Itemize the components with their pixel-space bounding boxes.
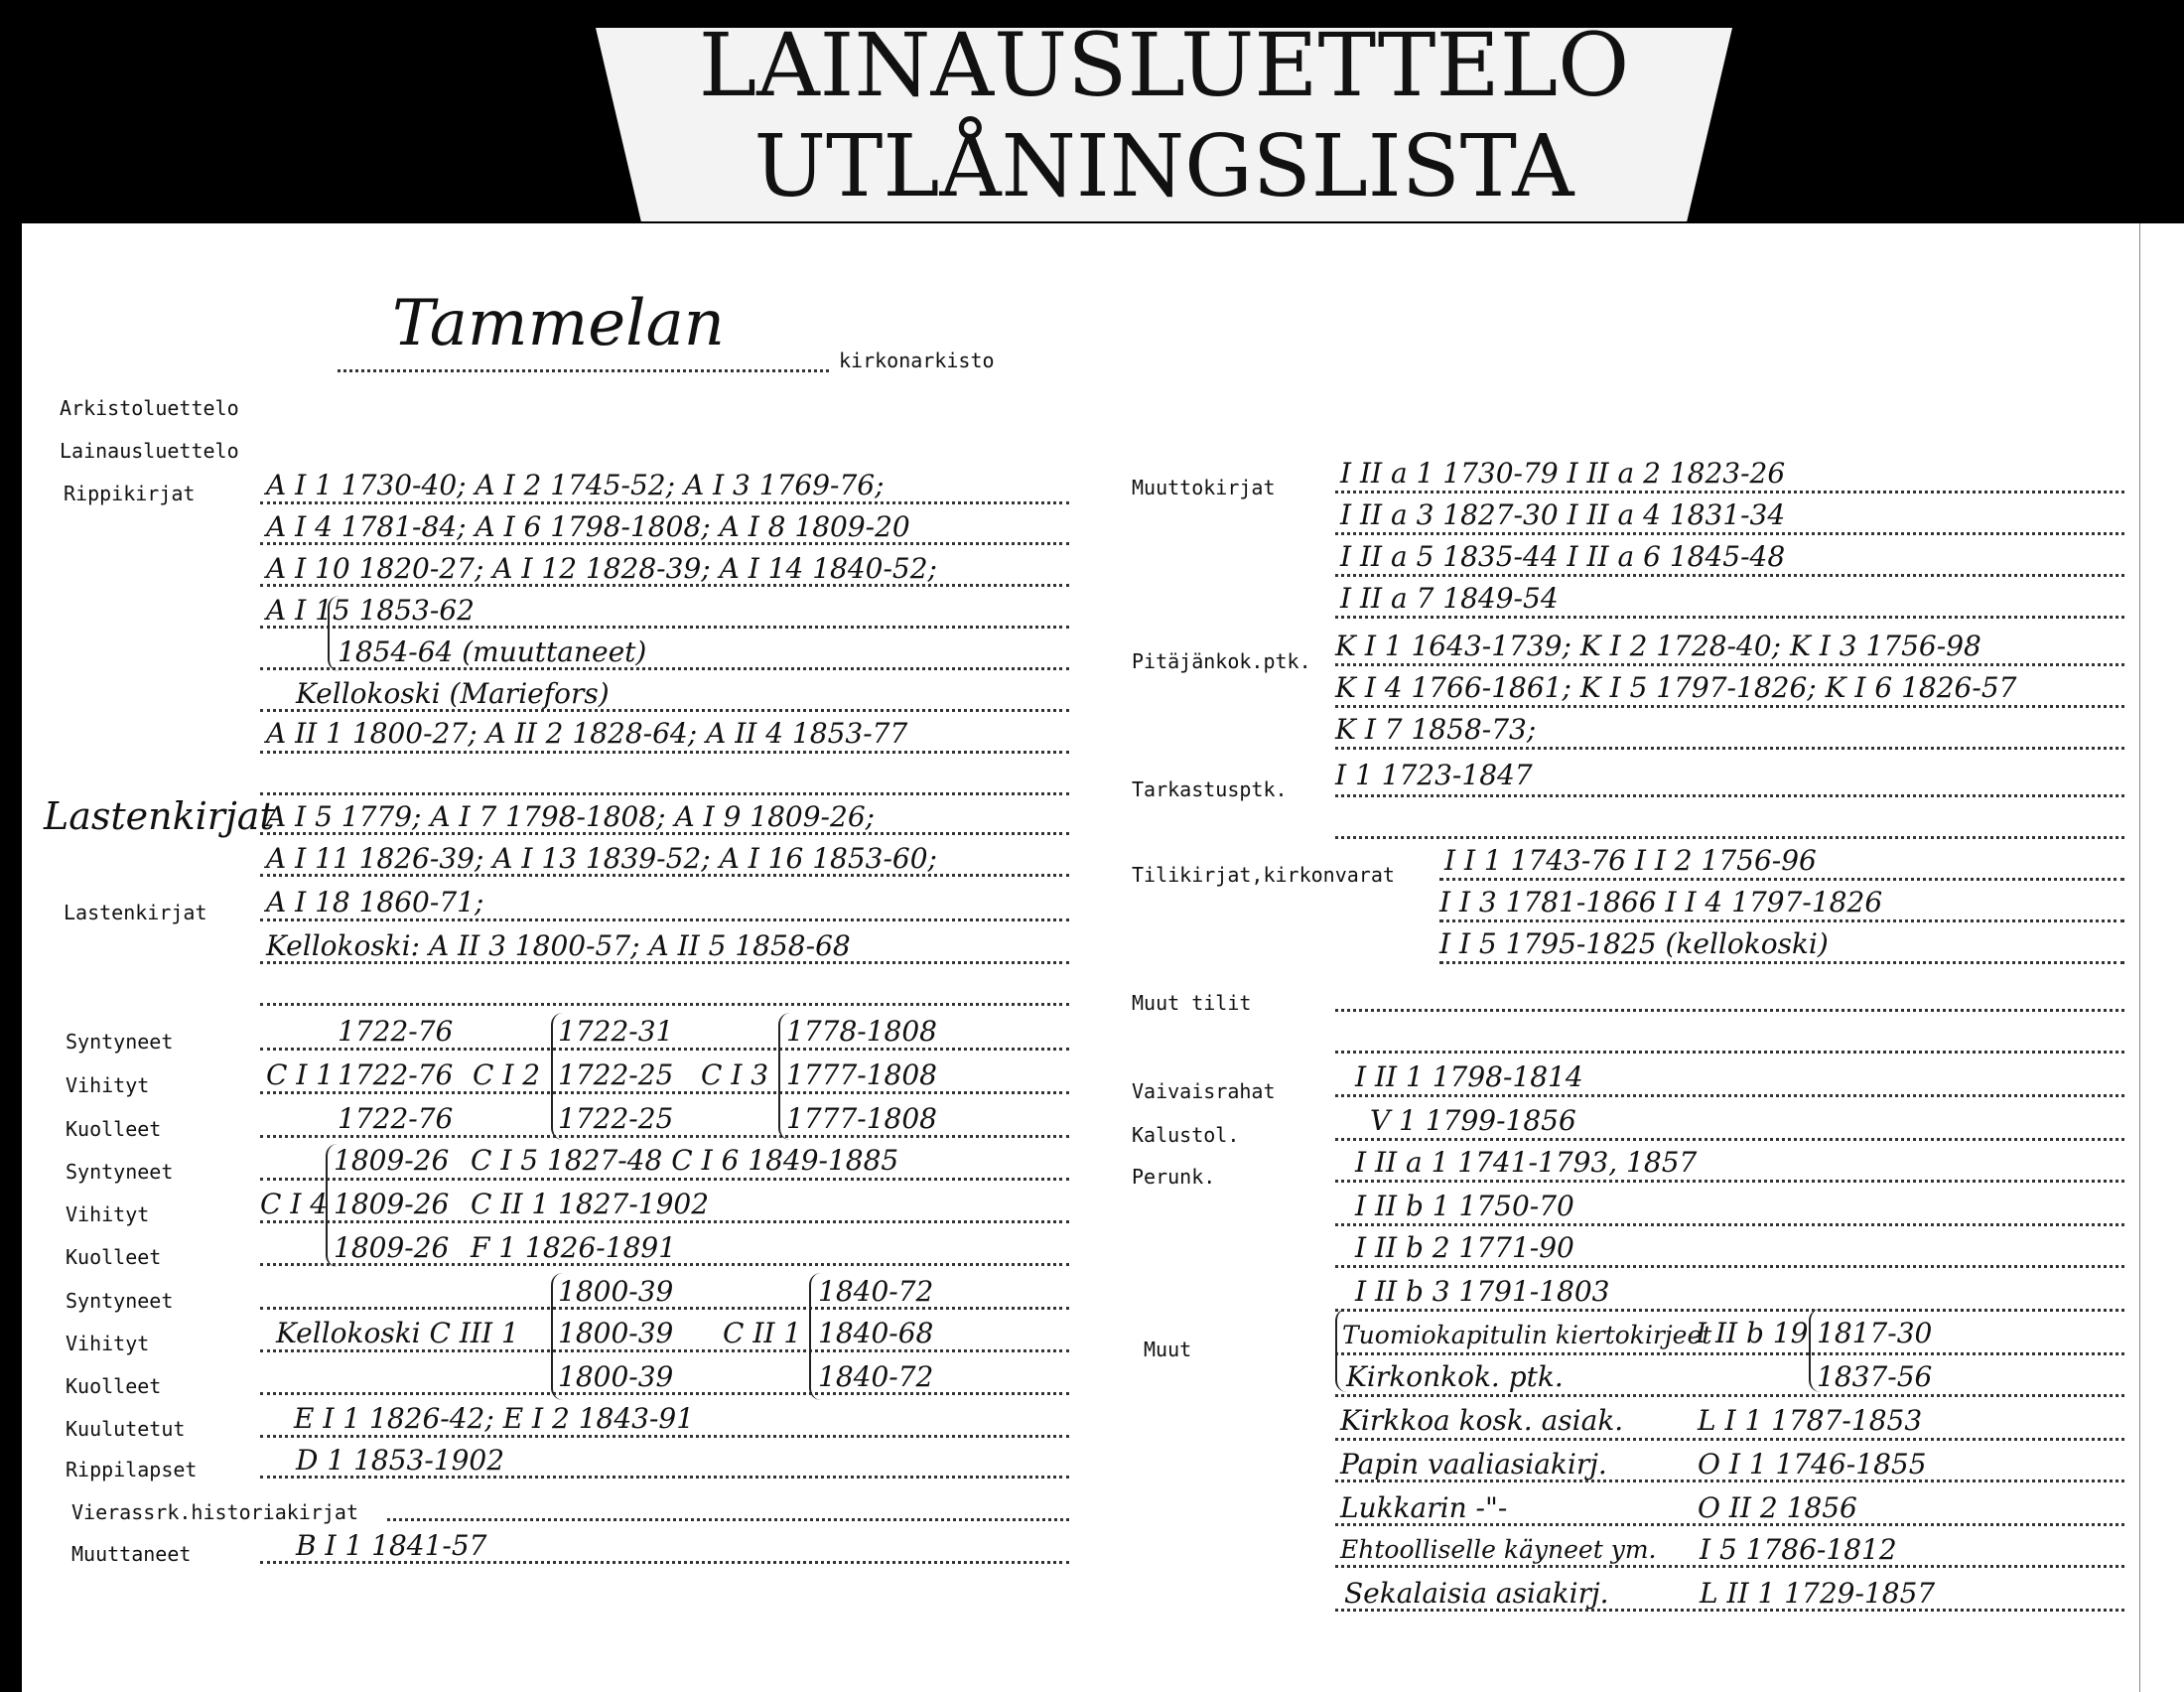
lastenkirjat-entry-3: A I 18 1860-71; — [266, 886, 484, 918]
dotted-line — [1439, 961, 2124, 964]
muut-entry-1-ref: I II b 19 — [1696, 1317, 1809, 1349]
parish-name: Tammelan — [392, 287, 725, 360]
pitajankokous-entry-3: K I 7 1858-73; — [1335, 713, 1537, 746]
muut-entry-2: Kirkonkok. ptk. — [1346, 1360, 1564, 1393]
kellokoski-c-iii-1-label: Kellokoski C III 1 — [276, 1317, 519, 1349]
muut-entry-5-ref: O II 2 1856 — [1698, 1491, 1857, 1524]
kellokoski-kuolleet-range-2: 1840-72 — [818, 1360, 934, 1393]
dotted-line — [1335, 1309, 2124, 1312]
muut-entry-6: Ehtoolliselle käyneet ym. — [1340, 1535, 1657, 1564]
parish-suffix: kirkonarkisto — [839, 349, 995, 372]
dotted-line — [1335, 705, 2124, 708]
kuulutetut-entry: E I 1 1826-42; E I 2 1843-91 — [294, 1402, 695, 1435]
label-rippikirjat: Rippikirjat — [64, 482, 196, 505]
label-muut: Muut — [1144, 1338, 1192, 1361]
label-kuolleet-1: Kuolleet — [66, 1117, 162, 1141]
tilikirjat-entry-1: I I 1 1743-76 I I 2 1756-96 — [1444, 844, 1817, 877]
c3-vihityt-range: 1777-1808 — [786, 1058, 937, 1091]
label-muuttaneet: Muuttaneet — [71, 1542, 192, 1566]
c1-vihityt-range: 1722-76 — [338, 1058, 454, 1091]
dotted-line — [1335, 532, 2124, 535]
dotted-line — [1335, 616, 2124, 619]
c2-vihityt-range: 1722-25 — [558, 1058, 674, 1091]
dotted-line — [1335, 1352, 2124, 1355]
dotted-line — [260, 1178, 1069, 1181]
c-ii-1-entry: C II 1 1827-1902 — [471, 1188, 710, 1220]
muut-entry-4: Papin vaaliasiakirj. — [1340, 1448, 1607, 1480]
dotted-line — [1335, 747, 2124, 750]
dotted-line — [1335, 574, 2124, 577]
banner-title-swedish: UTLÅNINGSLISTA — [753, 117, 1574, 216]
dotted-line — [1335, 1138, 2124, 1141]
label-muuttokirjat: Muuttokirjat — [1132, 476, 1276, 499]
label-tilikirjat-kirkonvarat: Tilikirjat,kirkonvarat — [1132, 863, 1395, 887]
kellokoski-vihityt-range-2: 1840-68 — [818, 1317, 934, 1349]
muut-entry-1-range-1: 1817-30 — [1817, 1317, 1933, 1349]
dotted-line — [1335, 836, 2124, 839]
perunkirjat-entry-3: I II b 2 1771-90 — [1355, 1231, 1574, 1264]
label-vihityt-1: Vihityt — [66, 1073, 150, 1097]
muut-entry-5: Lukkarin -"- — [1340, 1491, 1508, 1524]
c2-label: C I 2 — [473, 1058, 541, 1091]
dotted-line — [1335, 1051, 2124, 1054]
c4-kuolleet-range: 1809-26 — [334, 1231, 450, 1264]
lastenkirjat-entry-1: A I 5 1779; A I 7 1798-1808; A I 9 1809-26; — [266, 800, 876, 833]
label-lainausluettelo: Lainausluettelo — [60, 439, 239, 463]
dotted-line — [1439, 878, 2124, 881]
c1-kuolleet-range: 1722-76 — [338, 1102, 454, 1135]
label-vihityt-2: Vihityt — [66, 1202, 150, 1226]
dotted-line — [1335, 1438, 2124, 1441]
rippikirjat-entry-3: A I 10 1820-27; A I 12 1828-39; A I 14 1840-52; — [266, 552, 937, 585]
muuttokirjat-entry-3: I II a 5 1835-44 I II a 6 1845-48 — [1340, 540, 1786, 573]
perunkirjat-entry-2: I II b 1 1750-70 — [1355, 1190, 1574, 1222]
label-syntyneet-1: Syntyneet — [66, 1030, 174, 1054]
perunkirjat-entry-1: I II a 1 1741-1793, 1857 — [1355, 1146, 1698, 1179]
dotted-line — [260, 1003, 1069, 1006]
c4-vihityt-range: 1809-26 — [334, 1188, 450, 1220]
c4-label: C I 4 — [260, 1188, 329, 1220]
dotted-line — [387, 1518, 1069, 1521]
banner-title-finnish: LAINAUSLUETTELO — [698, 14, 1630, 116]
tilikirjat-entry-2: I I 3 1781-1866 I I 4 1797-1826 — [1439, 886, 1883, 918]
dotted-line — [260, 751, 1069, 754]
c4-syntyneet-range: 1809-26 — [334, 1144, 450, 1177]
dotted-line — [1335, 794, 2124, 797]
c1-syntyneet-range: 1722-76 — [338, 1015, 454, 1048]
c3-label: C I 3 — [701, 1058, 769, 1091]
kellokoski-syntyneet-range-2: 1840-72 — [818, 1275, 934, 1308]
c3-syntyneet-range: 1778-1808 — [786, 1015, 937, 1048]
rippikirjat-entry-1: A I 1 1730-40; A I 2 1745-52; A I 3 1769-76; — [266, 469, 885, 501]
label-vihityt-3: Vihityt — [66, 1332, 150, 1355]
kalustoluettelo-entry: V 1 1799-1856 — [1370, 1104, 1576, 1137]
lastenkirjat-entry-2: A I 11 1826-39; A I 13 1839-52; A I 16 1853-60; — [266, 842, 937, 875]
rippikirjat-entry-7: A II 1 1800-27; A II 2 1828-64; A II 4 1853-77 — [266, 717, 908, 750]
tilikirjat-entry-3: I I 5 1795-1825 (kellokoski) — [1439, 927, 1829, 960]
label-kalustol: Kalustol. — [1132, 1123, 1240, 1147]
lastenkirjat-entry-4: Kellokoski: A II 3 1800-57; A II 5 1858-68 — [266, 929, 851, 962]
muut-entry-7: Sekalaisia asiakirj. — [1344, 1577, 1609, 1610]
muut-entry-4-ref: O I 1 1746-1855 — [1698, 1448, 1927, 1480]
muut-entry-1: Tuomiokapitulin kiertokirjeet — [1342, 1321, 1712, 1349]
dotted-line — [1335, 1223, 2124, 1226]
label-vierassrk-historiakirjat: Vierassrk.historiakirjat — [71, 1500, 358, 1524]
muuttaneet-entry: B I 1 1841-57 — [296, 1529, 487, 1562]
rippikirjat-entry-6: Kellokoski (Mariefors) — [296, 677, 610, 710]
kellokoski-vihityt-range: 1800-39 — [558, 1317, 674, 1349]
tarkastusptk-entry: I 1 1723-1847 — [1335, 759, 1533, 791]
label-kuolleet-2: Kuolleet — [66, 1245, 162, 1269]
dotted-line — [1335, 1180, 2124, 1183]
c5-c6-entry: C I 5 1827-48 C I 6 1849-1885 — [471, 1144, 899, 1177]
perunkirjat-entry-4: I II b 3 1791-1803 — [1355, 1275, 1610, 1308]
muut-entry-3: Kirkkoa kosk. asiak. — [1340, 1404, 1624, 1437]
kellokoski-kuolleet-range: 1800-39 — [558, 1360, 674, 1393]
dotted-line — [1335, 1094, 2124, 1097]
rippikirjat-entry-5: 1854-64 (muuttaneet) — [338, 635, 647, 668]
sheet-edge-right — [2139, 223, 2140, 1692]
label-syntyneet-2: Syntyneet — [66, 1160, 174, 1184]
c3-kuolleet-range: 1777-1808 — [786, 1102, 937, 1135]
label-arkistoluettelo: Arkistoluettelo — [60, 396, 239, 420]
label-syntyneet-3: Syntyneet — [66, 1289, 174, 1313]
pitajankokous-entry-1: K I 1 1643-1739; K I 2 1728-40; K I 3 1756-98 — [1335, 630, 1981, 662]
dotted-line — [1335, 491, 2124, 494]
pitajankokous-entry-2: K I 4 1766-1861; K I 5 1797-1826; K I 6 1826-57 — [1335, 671, 2017, 704]
scan-edge-left — [0, 223, 22, 1692]
lastenkirjat-margin-note: Lastenkirjat — [44, 794, 275, 838]
vaivaisrahat-entry: I II 1 1798-1814 — [1355, 1060, 1583, 1093]
muuttokirjat-entry-1: I II a 1 1730-79 I II a 2 1823-26 — [1340, 457, 1786, 490]
rippilapset-entry: D 1 1853-1902 — [296, 1444, 505, 1477]
dotted-line — [1335, 1009, 2124, 1012]
muut-entry-6-ref: I 5 1786-1812 — [1700, 1533, 1897, 1566]
dotted-line — [1335, 663, 2124, 666]
muuttokirjat-entry-4: I II a 7 1849-54 — [1340, 582, 1559, 615]
muut-entry-3-ref: L I 1 1787-1853 — [1698, 1404, 1923, 1437]
label-kuulutetut: Kuulutetut — [66, 1417, 186, 1441]
label-perunk: Perunk. — [1132, 1165, 1216, 1189]
label-lastenkirjat: Lastenkirjat — [64, 901, 207, 924]
rippikirjat-entry-4: A I 15 1853-62 — [266, 594, 475, 627]
c1-label: C I 1 — [266, 1058, 335, 1091]
label-muut-tilit: Muut tilit — [1132, 991, 1252, 1015]
label-pitajankok-ptk: Pitäjänkok.ptk. — [1132, 649, 1311, 673]
c2-syntyneet-range: 1722-31 — [558, 1015, 674, 1048]
rippikirjat-entry-2: A I 4 1781-84; A I 6 1798-1808; A I 8 1809-20 — [266, 510, 910, 543]
label-vaivaisrahat: Vaivaisrahat — [1132, 1079, 1276, 1103]
parish-dotted-line — [338, 369, 829, 372]
label-tarkastusptk: Tarkastusptk. — [1132, 777, 1288, 801]
dotted-line — [1335, 1394, 2124, 1397]
c2-kuolleet-range: 1722-25 — [558, 1102, 674, 1135]
label-kuolleet-3: Kuolleet — [66, 1374, 162, 1398]
muuttokirjat-entry-2: I II a 3 1827-30 I II a 4 1831-34 — [1340, 498, 1786, 531]
f1-entry: F 1 1826-1891 — [471, 1231, 677, 1264]
muut-entry-7-ref: L II 1 1729-1857 — [1700, 1577, 1936, 1610]
kellokoski-syntyneet-range: 1800-39 — [558, 1275, 674, 1308]
muut-entry-2-range: 1837-56 — [1817, 1360, 1933, 1393]
dotted-line — [1439, 919, 2124, 922]
kellokoski-c-ii-1-label: C II 1 — [723, 1317, 802, 1349]
dotted-line — [1335, 1265, 2124, 1268]
label-rippilapset: Rippilapset — [66, 1458, 198, 1481]
dotted-line — [260, 792, 1069, 795]
